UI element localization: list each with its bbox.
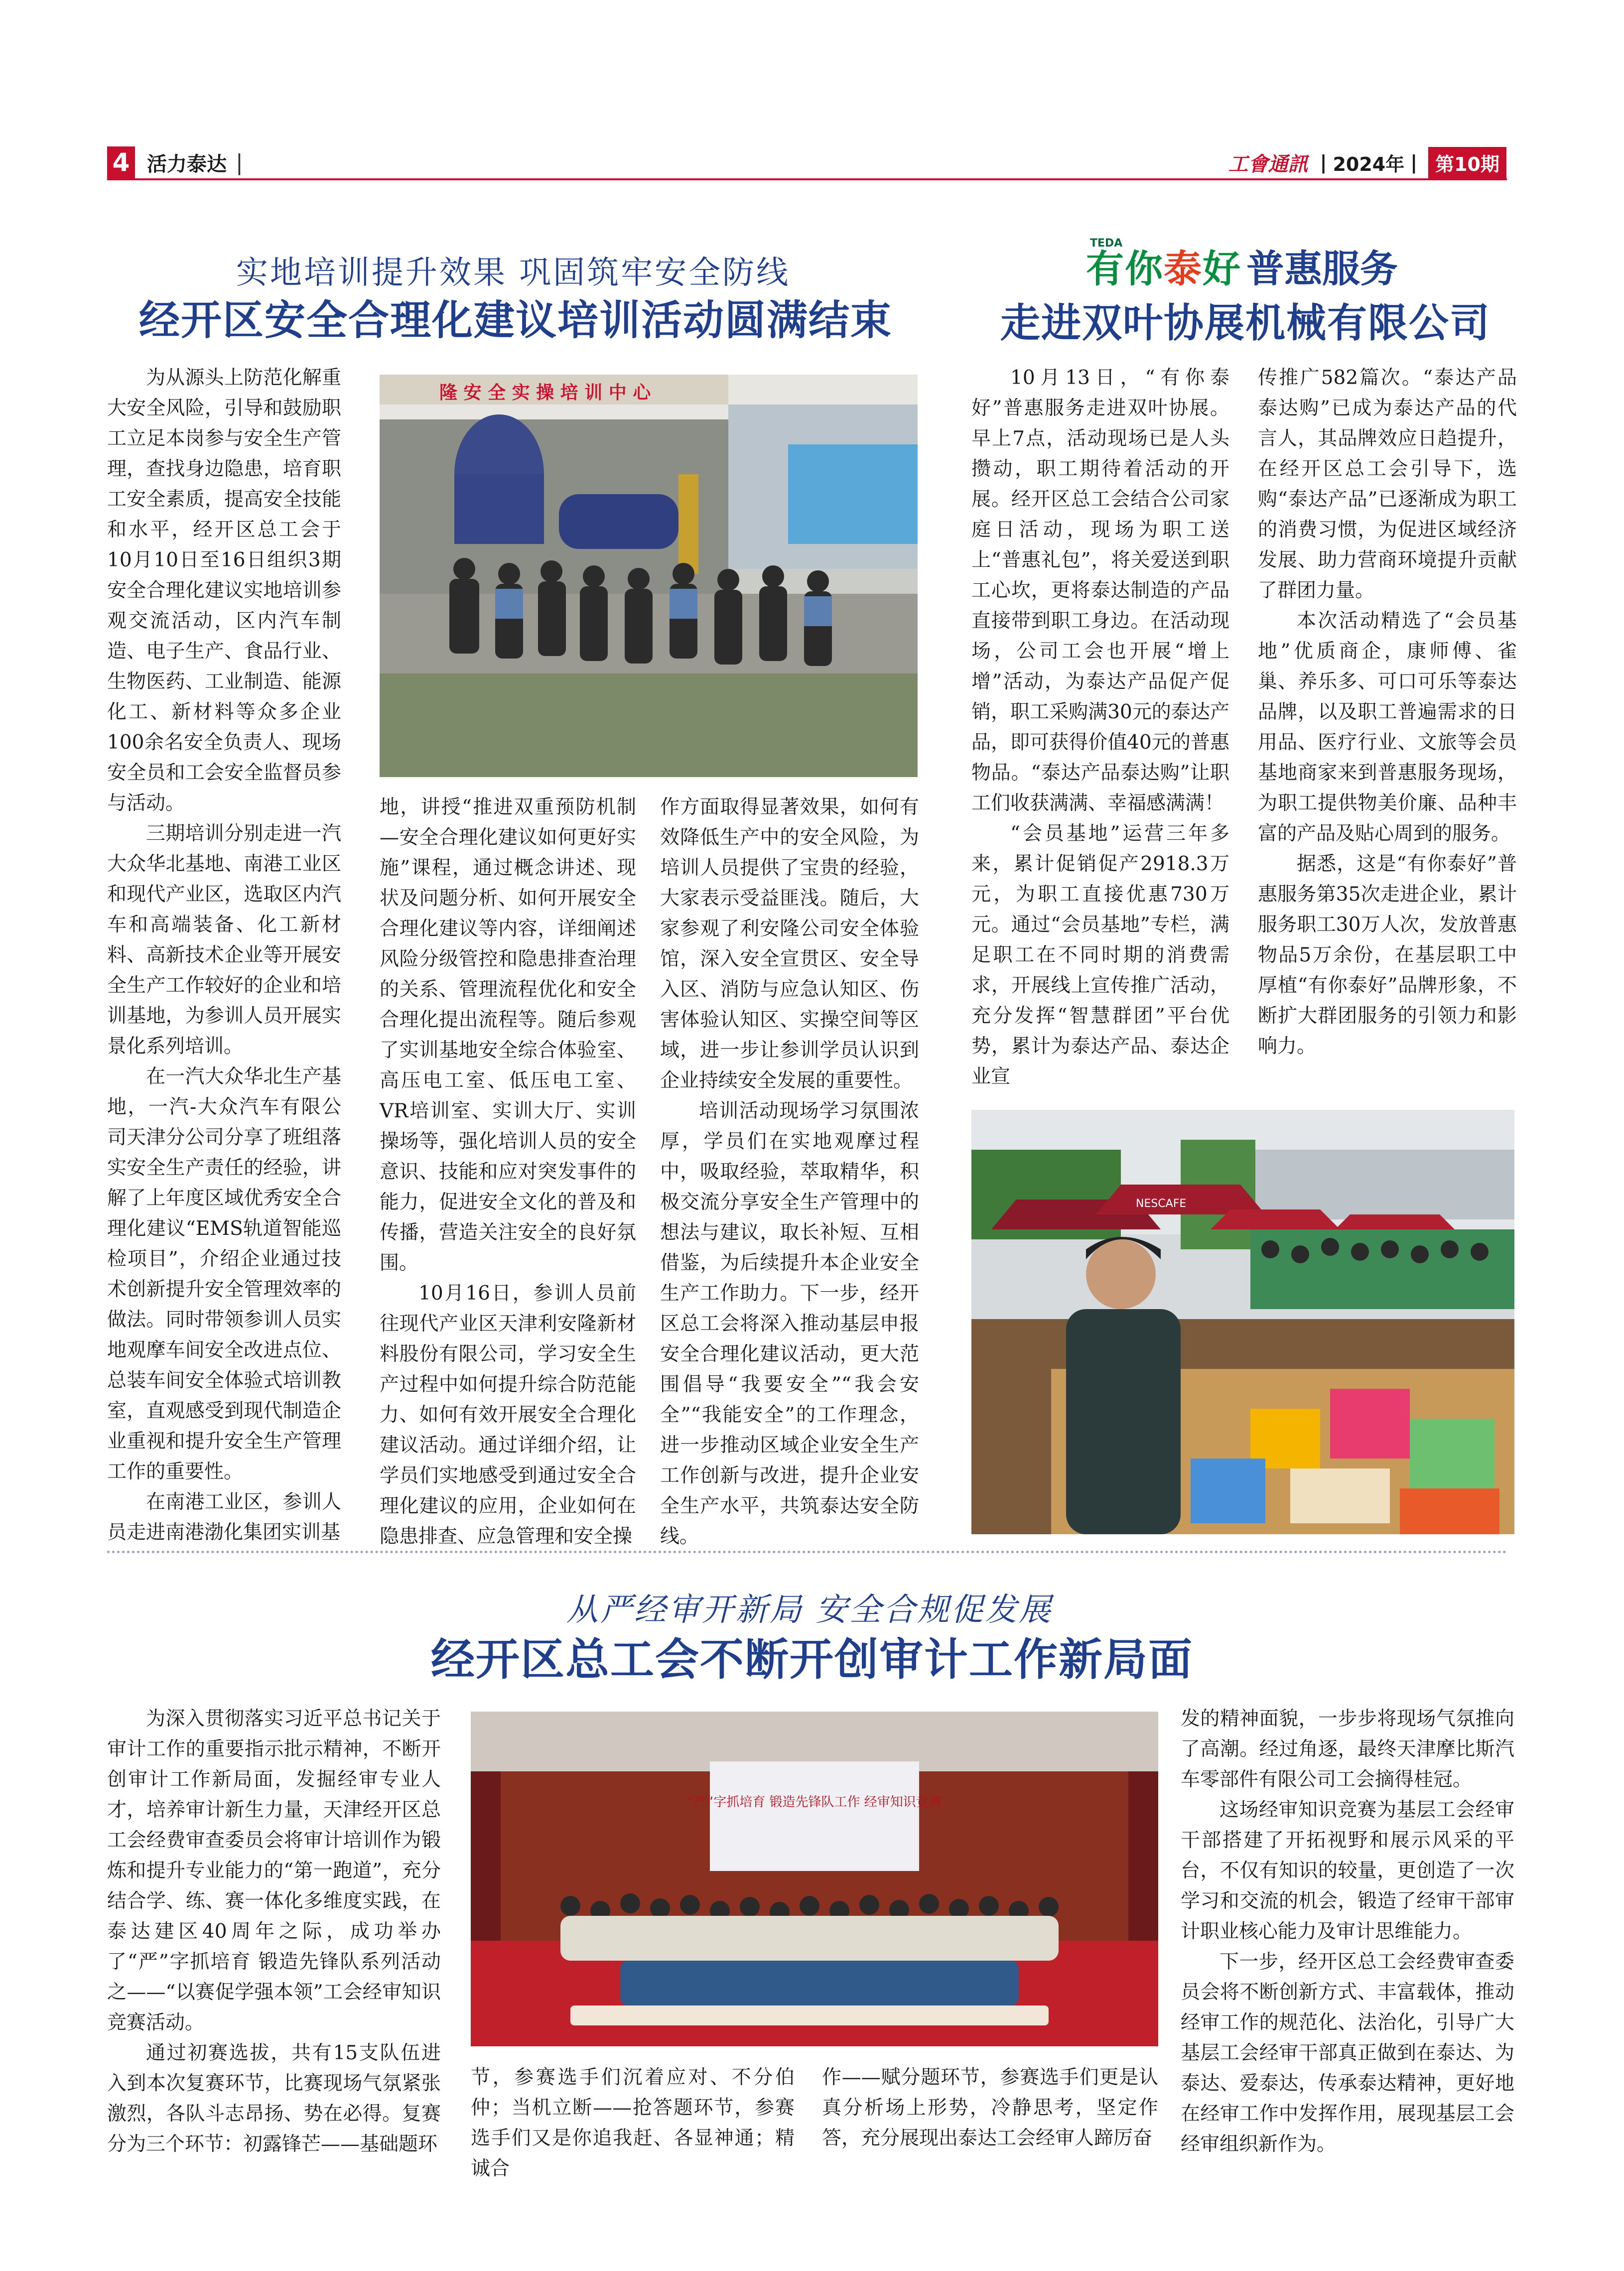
article3-title: 经开区总工会不断开创审计工作新局面 (430, 1634, 1193, 1685)
teda-logo-mark: TEDA (1090, 237, 1123, 250)
article2-title-line-1 (1086, 237, 1398, 293)
article1-column-3 (660, 792, 919, 1552)
paragraph: 发的精神面貌，一步步将现场气氛推向了高潮。经过角逐，最终天津摩比斯汽车零部件有限公司工会摘得桂冠。 (1181, 1708, 1514, 1791)
section-name: 活力泰达 (147, 152, 227, 176)
paragraph: 在南港工业区，参训人员走进南港渤化集团实训基 (107, 1491, 341, 1544)
issue-number: 第10期 (1428, 147, 1506, 178)
article1-title: 经开区安全合理化建议培训活动圆满结束 (138, 297, 892, 344)
paragraph: 这场经审知识竞赛为基层工会经审干部搭建了开拓视野和展示风采的平台，不仅有知识的较量，更创造了一次学习和交流的机会，锻造了经审干部审计职业核心能力及审计思维能力。 (1181, 1799, 1514, 1943)
article3-photo-group (471, 1712, 1158, 2046)
paragraph: 作——赋分题环节，参赛选手们更是认真分析场上形势，冷静思考，坚定作答，充分展现出泰达工会经审人蹄厉奋 (822, 2066, 1158, 2149)
paragraph: 10月13日，“有你泰好”普惠服务走进双叶协展。早上7点，活动现场已是人头攒动，职工期待着活动的开展。经开区总工会结合公司家庭日活动，现场为职工送上“普惠礼包”，将关爱送到职工心坎，更将泰达制造的产品直接带到职工身边。在活动现场，公司工会也开展“增上增”活动，为泰达产品促产促销，职工采购满30元的泰达产品，即可获得价值40元的普惠物品。“泰达产品泰达购”让职工们收获满满、幸福感满满！ (971, 367, 1229, 814)
article3-column-4 (1181, 1704, 1514, 2159)
group-photo-illustration (471, 1712, 1158, 2046)
header-separator: | (1320, 151, 1327, 173)
article3-subtitle: 从严经审开新局 安全合规促发展 (566, 1592, 1053, 1628)
logo-text-1: 有你 (1086, 247, 1164, 291)
article1-column-1 (107, 363, 341, 1548)
article1-subtitle: 实地培训提升效果 巩固筑牢安全防线 (236, 255, 791, 291)
article2-column-2 (1258, 363, 1517, 1062)
paragraph: 传推广582篇次。“泰达产品泰达购”已成为泰达产品的代言人，其品牌效应日趋提升，在经开区总工会引导下，选购“泰达产品”已逐渐成为职工的消费习惯，为促进区域经济发展、助力营商环境提升贡献了群团力量。 (1258, 367, 1517, 602)
article1-photo-training-site (380, 375, 918, 777)
masthead-logo: 工會通訊 (1228, 152, 1308, 176)
article1-column-2 (380, 792, 636, 1552)
paragraph: 节，参赛选手们沉着应对、不分伯仲；当机立断——抢答题环节，参赛选手们又是你追我赶、各显神通；精诚合 (471, 2066, 795, 2180)
article3-column-2 (471, 2062, 795, 2184)
paragraph: 培训活动现场学习氛围浓厚，学员们在实地观摩过程中，吸取经验，萃取精华，积极交流分享安全生产管理中的想法与建议，取长补短、互相借鉴，为后续提升本企业安全生产工作助力。下一步，经开区总工会将深入推动基层申报安全合理化建议活动，更大范围倡导“我要安全”“我会安全”“我能安全”的工作理念，进一步推动区域企业安全生产工作创新与改进，提升企业安全生产水平，共筑泰达安全防线。 (660, 1100, 919, 1548)
header-separator: | (236, 149, 243, 175)
logo-text-3: 好 (1203, 247, 1241, 291)
page-number: 4 (107, 146, 135, 178)
article2-title: 走进双叶协展机械有限公司 (1000, 300, 1490, 346)
header-separator: | (1410, 151, 1418, 173)
paragraph: 据悉，这是“有你泰好”普惠服务第35次走进企业，累计服务职工30万人次，发放普惠物品5万余份，在基层职工中厚植“有你泰好”品牌形象，不断扩大群团服务的引领力和影响力。 (1258, 853, 1517, 1058)
article3-column-3 (822, 2062, 1158, 2153)
article2-column-1 (971, 363, 1229, 1092)
paragraph: 在一汽大众华北生产基地，一汽-大众汽车有限公司天津分公司分享了班组落实安全生产责任的经验，讲解了上年度区域优秀安全合理化建议“EMS轨道智能巡检项目”，介绍企业通过技术创新提升安全管理效率的做法。同时带领参训人员实地观摩车间安全改进点位、总装车间安全体验式培训教室，直观感受到现代制造企业重视和提升安全生产管理工作的重要性。 (107, 1066, 341, 1483)
page-header-left (107, 145, 243, 179)
header-rule (107, 178, 1507, 180)
page-header-right (1228, 145, 1506, 179)
article2-photo-market (971, 1110, 1514, 1534)
training-site-illustration (380, 375, 918, 777)
paragraph: 为从源头上防范化解重大安全风险，引导和鼓励职工立足本岗参与安全生产管理，查找身边隐患，培育职工安全素质，提高安全技能和水平，经开区总工会于10月10日至16日组织3期安全合理化建议实地培训参观交流活动，区内汽车制造、电子生产、食品行业、生物医药、工业制造、能源化工、新材料等众多企业100余名安全负责人、现场安全员和工会安全监督员参与活动。 (107, 367, 341, 814)
article2-subtitle: 普惠服务 (1246, 247, 1398, 291)
paragraph: 本次活动精选了“会员基地”优质商企，康师傅、雀巢、养乐多、可口可乐等泰达品牌，以及职工普遍需求的日用品、医疗行业、文旅等会员基地商家来到普惠服务现场，为职工提供物美价廉、品种丰富的产品及贴心周到的服务。 (1258, 610, 1517, 845)
training-center-sign: 隆 安 全 实 操 培 训 中 心 (439, 383, 651, 403)
paragraph: 通过初赛选拔，共有15支队伍进入到本次复赛环节，比赛现场气氛紧张激烈，各队斗志昂扬、势在必得。复赛分为三个环节：初露锋芒——基础题环 (107, 2042, 441, 2155)
screen-banner-text: “严”字抓培育 锻造先锋队工作 经审知识竞赛 (687, 1795, 942, 1810)
paragraph: 作方面取得显著效果，如何有效降低生产中的安全风险，为培训人员提供了宝贵的经验，大家表示受益匪浅。随后，大家参观了利安隆公司安全体验馆，深入安全宣贯区、安全导入区、消防与应急认知区、伤害体验认知区、实操空间等区域，进一步让参训学员认识到企业持续安全发展的重要性。 (660, 796, 919, 1092)
paragraph: 三期培训分别走进一汽大众华北基地、南港工业区和现代产业区，选取区内汽车和高端装备、化工新材料、高新技术企业等开展安全生产工作较好的企业和培训基地，为参训人员开展实景化系列培训。 (107, 822, 341, 1058)
paragraph: 下一步，经开区总工会经费审查委员会将不断创新方式、丰富载体，推动经审工作的规范化、法治化，引导广大基层工会经审干部真正做到在泰达、为泰达、爱泰达，传承泰达精神，更好地在经审工作中发挥作用，展现基层工会经审组织新作为。 (1181, 1951, 1514, 2155)
logo-text-2: 泰 (1164, 247, 1203, 291)
section-divider (107, 1551, 1507, 1553)
tent-sign: NESCAFE (1136, 1198, 1187, 1210)
paragraph: 10月16日，参训人员前往现代产业区天津利安隆新材料股份有限公司，学习安全生产过程中如何提升综合防范能力、如何有效开展安全合理化建议活动。通过详细介绍，让学员们实地感受到通过安全合理化建议的应用，企业如何在隐患排查、应急管理和安全操 (380, 1282, 636, 1548)
paragraph: “会员基地”运营三年多来，累计促销促产2918.3万元，为职工直接优惠730万元。通过“会员基地”专栏，满足职工在不同时期的消费需求，开展线上宣传推广活动，充分发挥“智慧群团”平台优势，累计为泰达产品、泰达企业宣 (971, 822, 1229, 1088)
issue-year: 2024年 (1333, 153, 1405, 175)
paragraph: 为深入贯彻落实习近平总书记关于审计工作的重要指示批示精神，不断开创审计工作新局面，发掘经审专业人才，培养审计新生力量，天津经开区总工会经费审查委员会将审计培训作为锻炼和提升专业能力的“第一跑道”，充分结合学、练、赛一体化多维度实践，在泰达建区40周年之际，成功举办了“严”字抓培育 锻造先锋队系列活动之——“以赛促学强本领”工会经审知识竞赛活动。 (107, 1708, 441, 2034)
market-illustration (971, 1110, 1514, 1534)
paragraph: 地，讲授“推进双重预防机制—安全合理化建议如何更好实施”课程，通过概念讲述、现状及问题分析、如何开展安全合理化建议等内容，详细阐述风险分级管控和隐患排查治理的关系、管理流程优化和安全合理化提出流程等。随后参观了实训基地安全综合体验室、高压电工室、低压电工室、VR培训室、实训大厅、实训操场等，强化培训人员的安全意识、技能和应对突发事件的能力，促进安全文化的普及和传播，营造关注安全的良好氛围。 (380, 796, 636, 1274)
article3-column-1 (107, 1704, 441, 2159)
